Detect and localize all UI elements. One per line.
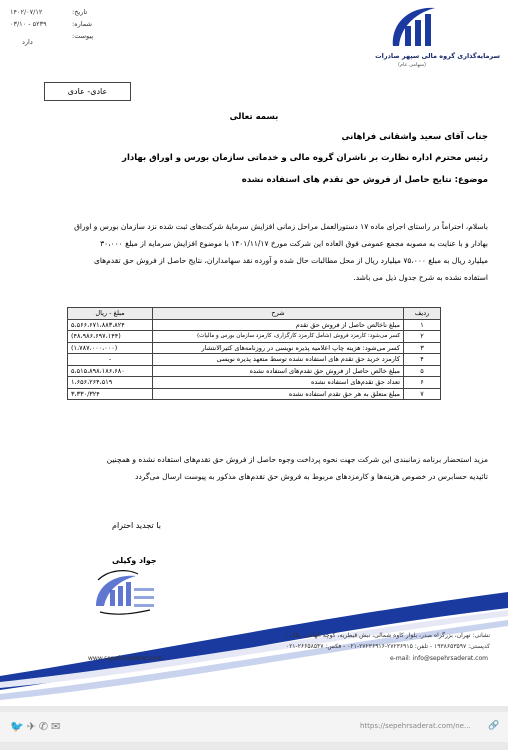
twitter-icon[interactable]: 🐦: [10, 720, 27, 733]
row-amount: -: [68, 354, 153, 366]
row-amount: ۵،۵۶۶،۶۷۱،۸۸۳،۸۲۴: [68, 319, 153, 331]
footer-address: نشانی: تهران، بزرگراه صدر، بلوار کاوه شمالی، نبش قیطریه، کوچه الهامی، پلاک ۱: [284, 632, 490, 639]
header-row-number: ردیف: [404, 308, 441, 320]
row-description: کسر می‌شود: کارمزد فروش (شامل کارمزد کارگزاری، کارمزد سازمان بورس و مالیات): [153, 331, 404, 343]
header-amount: مبلغ - ریال: [68, 308, 153, 320]
number-label: شماره:: [72, 20, 92, 28]
row-number: ۶: [404, 377, 441, 389]
row-description: مبلغ ناخالص حاصل از فروش حق تقدم: [153, 319, 404, 331]
company-subtitle: (سهامی عام): [398, 62, 426, 68]
addressee-title: رئیس محترم اداره نظارت بر ناشران گروه مالی و خدماتی سازمان بورس و اوراق بهادار: [122, 153, 488, 163]
row-amount: ۱،۶۵۶،۲۶۴،۵۱۹: [68, 377, 153, 389]
addressee-name: جناب آقای سعید واشقانی فراهانی: [341, 132, 488, 142]
row-number: ۵: [404, 365, 441, 377]
footer-email: e-mail: info@sepehrsaderat.com: [389, 655, 488, 662]
body-line: تائیدیه حسابرس در خصوص هزینه‌ها و کارمزدهای مربوط به فروش حق تقدم‌های مذکور به پیوست ارسال می‌گردد: [135, 472, 488, 481]
telegram-icon[interactable]: ✈: [26, 720, 39, 733]
table-row: [68, 319, 441, 331]
table-row: [68, 342, 441, 354]
whatsapp-icon[interactable]: ✆: [38, 720, 52, 733]
email-icon[interactable]: ✉: [51, 720, 64, 733]
results-table: [67, 307, 441, 400]
footer-postal: کدپستی: ۱۹۳۸۶۵۳۵۹۷ - تلفن: ۲۷۲۳۶۹۱۵-۲۷۲۳۶۹۱۶-۰۲۱ - فکس: ۲۶۶۵۸۵۴۷-۰۲۱: [285, 643, 490, 650]
table-row: [68, 377, 441, 389]
body-line: باسلام، احتراماً در راستای اجرای ماده ۱۷ دستورالعمل مراحل زمانی افزایش سرمایهٔ شرکت‌های ثبت شده نزد سازمان بورس و اوراق: [74, 222, 488, 231]
body-line: مزید استحضار برنامه زمانبندی این شرکت جهت نحوه پرداخت وجوه حاصل از فروش حق تقدم‌های استفاده نشده و همچنین: [106, 455, 488, 464]
table-row: [68, 331, 441, 343]
body-paragraph-1: [30, 218, 488, 286]
date-label: تاریخ:: [72, 8, 88, 16]
row-description: تعداد حق تقدم‌های استفاده نشده: [153, 377, 404, 389]
attachment-label: پیوست:: [72, 32, 94, 40]
row-number: ۲: [404, 331, 441, 343]
bismillah: بسمه تعالی: [229, 112, 279, 122]
row-amount: (۴۸،۹۸۶،۶۹۷،۱۴۴): [68, 331, 153, 343]
link-icon[interactable]: 🔗: [488, 721, 500, 731]
row-description: کارمزد خرید حق تقدم های استفاده نشده توسط متعهد پذیره نویسی: [153, 354, 404, 366]
row-description: مبلغ خالص حاصل از فروش حق تقدم‌های استفاده نشده: [153, 365, 404, 377]
body-line: استفاده نشده به شرح جدول ذیل می باشد.: [353, 273, 488, 282]
row-description: مبلغ متعلق به هر حق تقدم استفاده نشده: [153, 388, 404, 400]
row-number: ۴: [404, 354, 441, 366]
social-icons: [10, 720, 63, 733]
subject-line: موضوع: نتایج حاصل از فروش حق تقدم های استفاده نشده: [241, 175, 488, 185]
signer-name: جواد وکیلی: [112, 556, 157, 565]
row-number: ۷: [404, 388, 441, 400]
row-number: ۱: [404, 319, 441, 331]
closing-regards: با تجدید احترام: [112, 521, 161, 530]
company-name: سرمایه‌گذاری گروه مالی سپهر صادرات: [375, 52, 500, 60]
share-bar: [0, 712, 508, 742]
page-url[interactable]: https://sepehrsaderat.com/ne...: [360, 722, 471, 730]
row-description: کسر می‌شود: هزینه چاپ اعلامیه پذیره نویسی در روزنامه‌های کثیرالانتشار: [153, 342, 404, 354]
row-amount: (۱،۷۸۷،۰۰۰،۰۰۰): [68, 342, 153, 354]
header-description: شرح: [153, 308, 404, 320]
body-line: میلیارد ریال به مبلغ ۷۵،۰۰۰ میلیارد ریال از محل مطالبات حال شده و آورده نقد سهامداران، نتایج حاصل از فروش حق تقدم‌های: [94, 256, 488, 265]
row-amount: ۵،۵۱۵،۸۹۸،۱۸۶،۶۸۰: [68, 365, 153, 377]
table-row: [68, 365, 441, 377]
body-line: بهادار و با عنایت به مصوبه مجمع عمومی فوق العاده این شرکت مورخ ۱۴۰۱/۱۱/۱۷ با موضوع افزایش سرمایه از مبلغ ۳۰،۰۰۰: [100, 239, 488, 248]
attachment-value: دارد: [22, 38, 33, 46]
footer-website: www.sepehrsaderat.com: [88, 655, 163, 662]
body-paragraph-2: [30, 451, 488, 485]
table-row: [68, 354, 441, 366]
date-value: ۱۴۰۲/۰۷/۱۲: [10, 8, 43, 16]
row-number: ۳: [404, 342, 441, 354]
classification-box: عادی- عادی: [44, 82, 131, 101]
table-row: [68, 388, 441, 400]
company-logo: [385, 2, 441, 52]
table-header-row: [68, 308, 441, 320]
number-value: ۰۳/۱۰ - ۵۲۳۹: [10, 20, 47, 28]
row-amount: ۳،۳۳۰/۳۲۴: [68, 388, 153, 400]
